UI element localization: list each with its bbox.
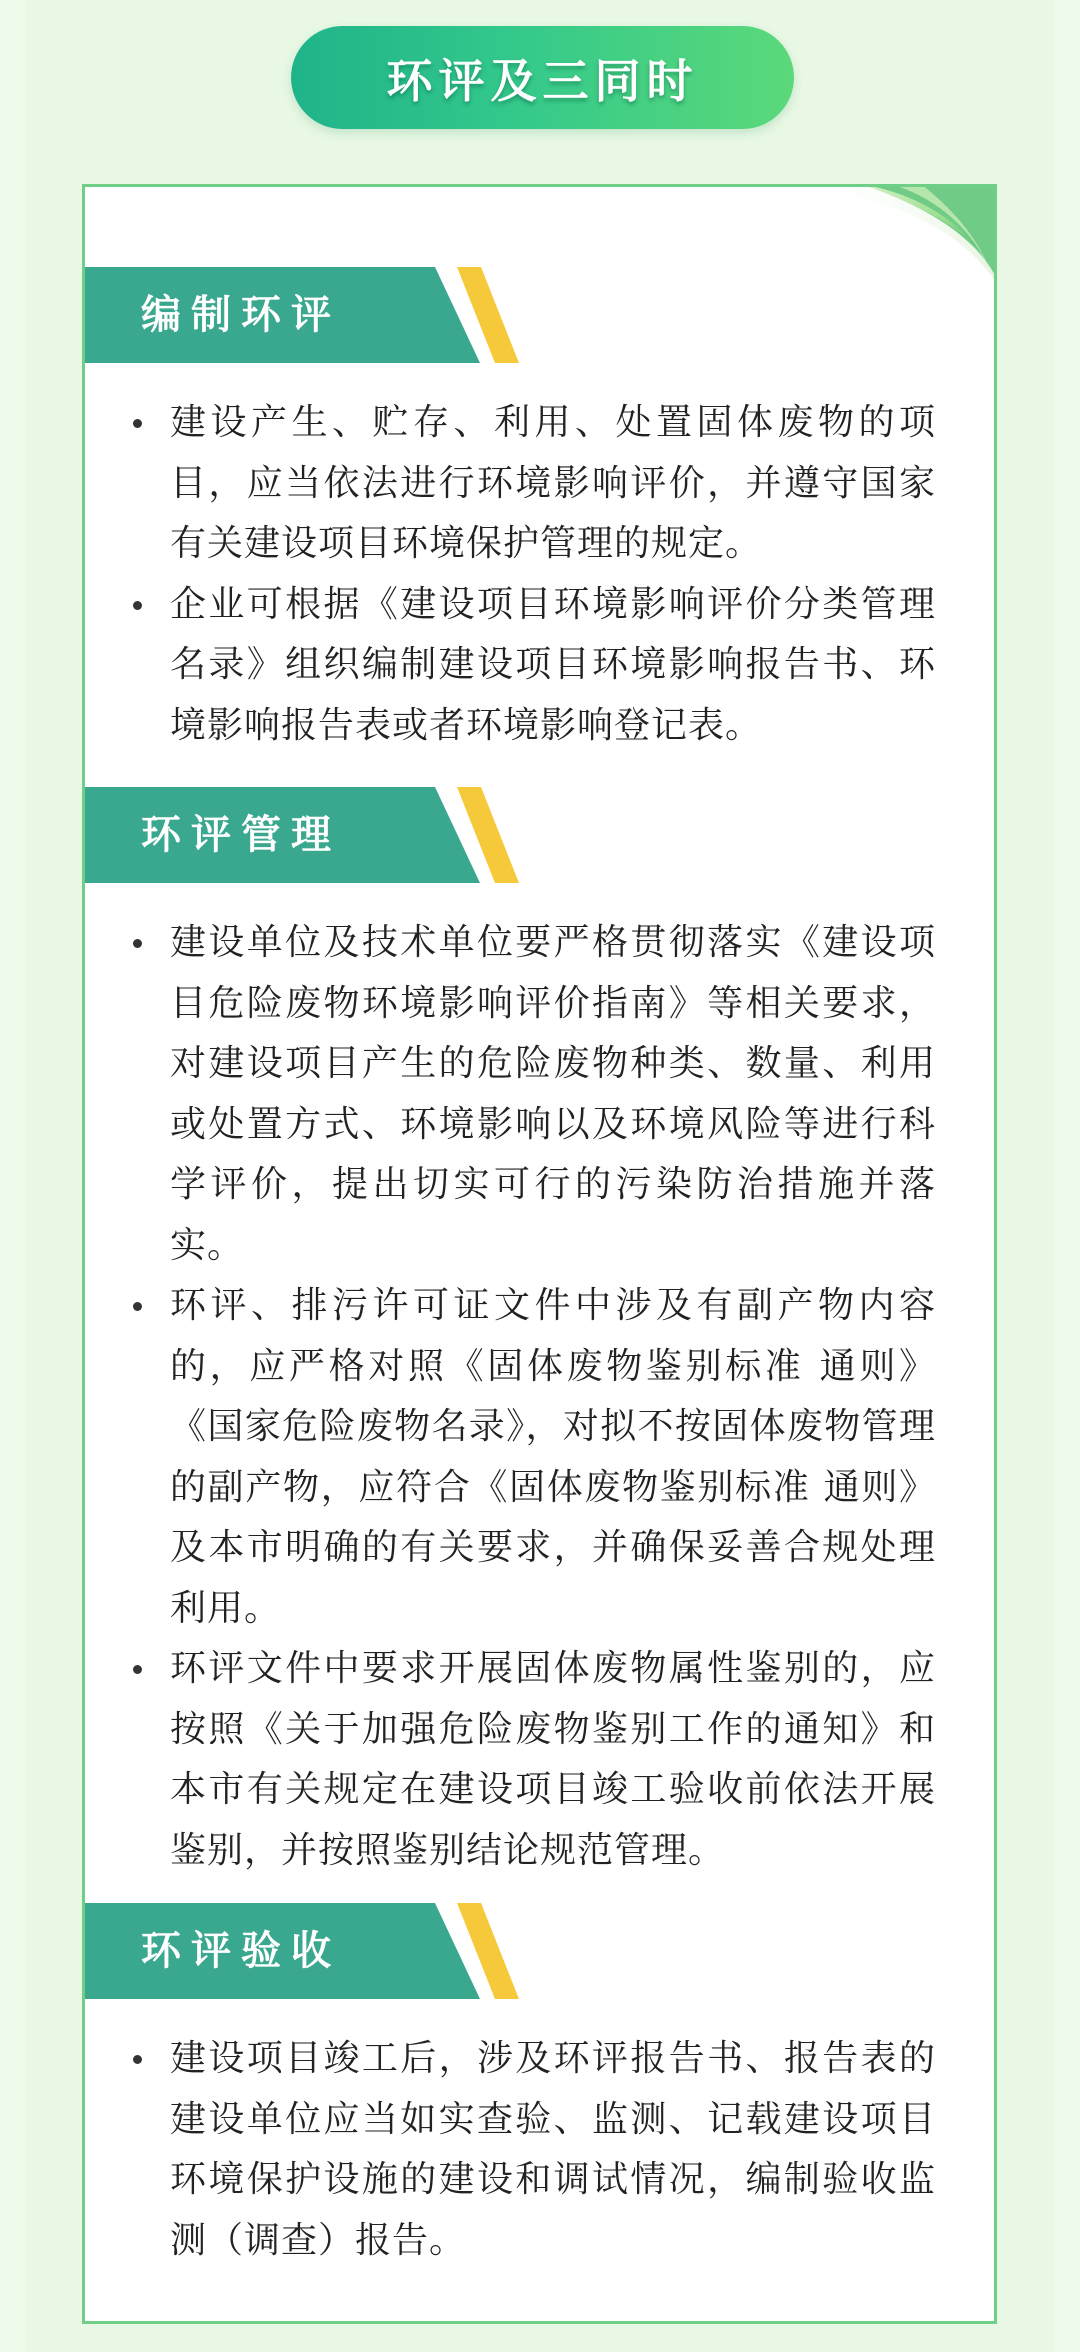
section-header-management — [85, 787, 525, 883]
list-item-text: 企业可根据《建设项目环境影响评价分类管理名录》组织编制建设项目环境影响报告书、环境影响报告表或者环境影响登记表。 — [170, 583, 936, 746]
bullet-dot-icon — [133, 419, 142, 428]
bullet-dot-icon — [133, 601, 142, 610]
bullet-dot-icon — [133, 1665, 142, 1674]
bullet-dot-icon — [133, 2055, 142, 2064]
list-item — [85, 1276, 994, 1639]
list-item — [85, 913, 994, 1276]
list-item-text: 环评、排污许可证文件中涉及有副产物内容的，应严格对照《固体废物鉴别标准 通则》《国家危险废物名录》，对拟不按固体废物管理的副产物，应符合《固体废物鉴别标准 通则》及本市明确的有关要求，并确保妥善合规处理利用。 — [170, 1285, 936, 1629]
page-title: 环评及三同时 — [386, 53, 699, 108]
page-title-pill — [291, 26, 794, 129]
section-list-management — [85, 913, 994, 1881]
list-item — [85, 2029, 994, 2271]
list-item — [85, 393, 994, 575]
section-header-acceptance — [85, 1903, 525, 1999]
section-list-compile — [85, 393, 994, 756]
section-heading: 编制环评 — [141, 292, 341, 338]
section-heading: 环评验收 — [141, 1928, 341, 1974]
list-item — [85, 575, 994, 757]
section-heading: 环评管理 — [141, 812, 341, 858]
bullet-dot-icon — [133, 1302, 142, 1311]
background-strip-left — [0, 0, 26, 2352]
section-header-compile — [85, 267, 525, 363]
list-item-text: 建设单位及技术单位要严格贯彻落实《建设项目危险废物环境影响评价指南》等相关要求，对建设项目产生的危险废物种类、数量、利用或处置方式、环境影响以及环境风险等进行科学评价，提出切实可行的污染防治措施并落实。 — [170, 922, 936, 1266]
bullet-dot-icon — [133, 939, 142, 948]
section-list-acceptance — [85, 2029, 994, 2271]
list-item-text: 环评文件中要求开展固体废物属性鉴别的，应按照《关于加强危险废物鉴别工作的通知》和本市有关规定在建设项目竣工验收前依法开展鉴别，并按照鉴别结论规范管理。 — [170, 1648, 936, 1871]
content-card — [82, 184, 997, 2324]
list-item-text: 建设产生、贮存、利用、处置固体废物的项目，应当依法进行环境影响评价，并遵守国家有关建设项目环境保护管理的规定。 — [170, 402, 936, 564]
page-curl-decoration — [801, 184, 997, 284]
list-item-text: 建设项目竣工后，涉及环评报告书、报告表的建设单位应当如实查验、监测、记载建设项目环境保护设施的建设和调试情况，编制验收监测（调查）报告。 — [170, 2038, 936, 2261]
background-strip-right — [1054, 0, 1080, 2352]
list-item — [85, 1639, 994, 1881]
